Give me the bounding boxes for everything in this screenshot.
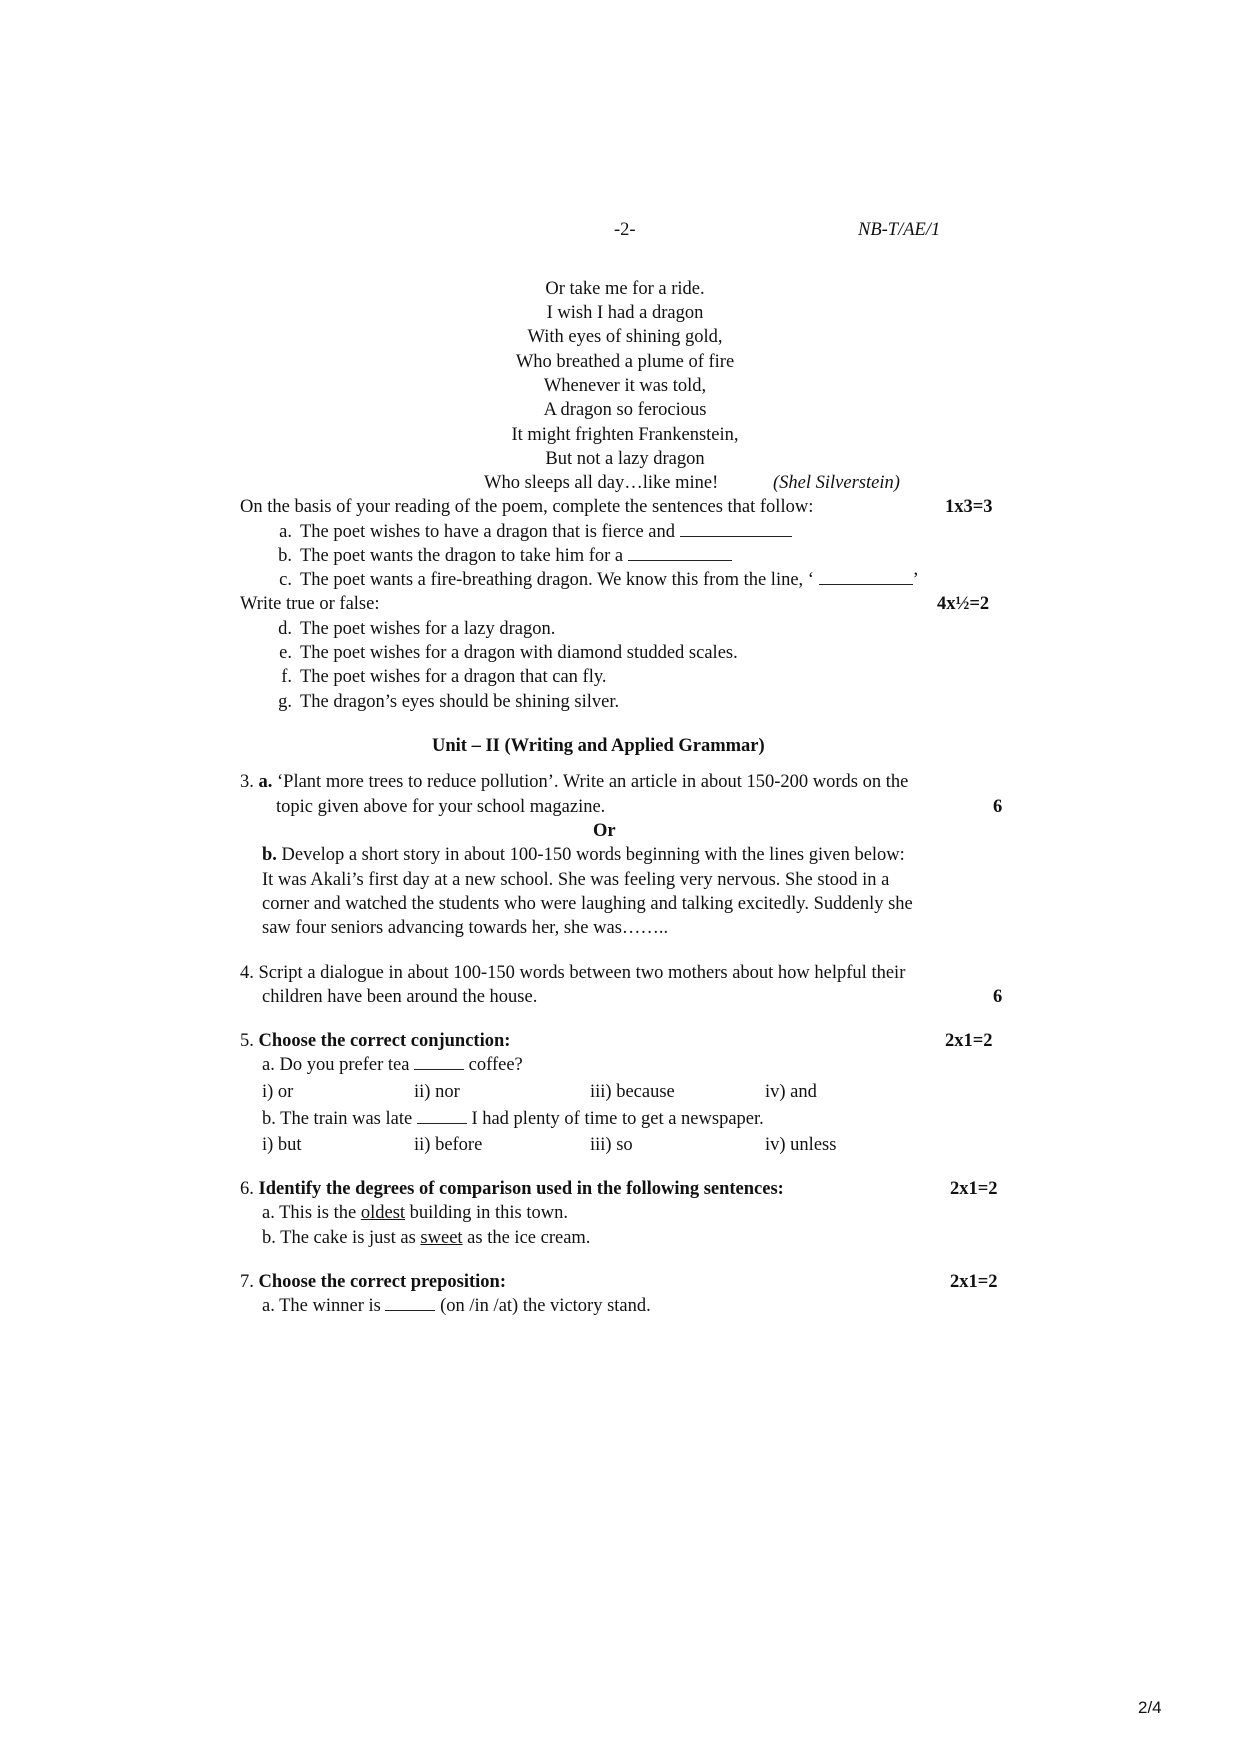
q5-title [240, 1029, 510, 1053]
page-counter: 2/4 [1138, 1698, 1162, 1717]
poem-line: Who breathed a plume of fire [515, 352, 735, 372]
q6-a-sentence [262, 1201, 568, 1225]
sentence-start: b. The train was late [262, 1109, 413, 1129]
q3-or: Or [593, 821, 616, 841]
q5-b-sentence [262, 1107, 764, 1131]
q3-b-line3: corner and watched the students who were laughing and talking excitedly. Suddenly she [262, 894, 913, 914]
q3-b-line1 [262, 843, 905, 867]
q4-line2: children have been around the house. [262, 987, 538, 1007]
q5-b-option[interactable]: iv) unless [765, 1135, 837, 1155]
poem-line: A dragon so ferocious [543, 400, 707, 420]
item-text: The poet wishes to have a dragon that is fierce and [300, 522, 676, 542]
item-label: e. [279, 643, 292, 663]
question-number: 7. [240, 1272, 254, 1292]
q3-b-line2: It was Akali’s first day at a new school. She was feeling very nervous. She stood in a [262, 870, 890, 890]
q4-marks: 6 [993, 987, 1003, 1007]
answer-blank[interactable] [680, 520, 792, 537]
sentence-start: b. The cake is just as [262, 1228, 416, 1248]
closing-quote: ’ [912, 570, 919, 590]
q3-a-line1 [240, 770, 908, 794]
q5-b-option[interactable]: i) but [262, 1135, 302, 1155]
q6-b-sentence [262, 1226, 590, 1250]
unit-heading: Unit – II (Writing and Applied Grammar) [432, 736, 765, 756]
answer-blank[interactable] [414, 1053, 464, 1070]
q5-b-option[interactable]: ii) before [414, 1135, 483, 1155]
q5-a-option[interactable]: ii) nor [414, 1082, 460, 1102]
poem-line: With eyes of shining gold, [527, 327, 723, 347]
item-label: g. [278, 692, 292, 712]
answer-blank[interactable] [628, 544, 732, 561]
question-number: 6. [240, 1179, 254, 1199]
underlined-word: oldest [360, 1203, 406, 1223]
poem-line: But not a lazy dragon [545, 449, 705, 469]
poem-line: Who sleeps all day…like mine! [484, 473, 719, 493]
sentence-start: a. This is the [262, 1203, 357, 1223]
item-text: The poet wishes for a lazy dragon. [300, 619, 556, 639]
q4-line1: 4. Script a dialogue in about 100-150 words between two mothers about how helpful their [240, 963, 906, 983]
page-number: -2- [614, 220, 636, 240]
sentence-end: building in this town. [409, 1203, 568, 1223]
q5-marks: 2x1=2 [945, 1031, 993, 1051]
item-label: c. [279, 570, 292, 590]
q5-title-text: Choose the correct conjunction: [258, 1031, 511, 1051]
option-label: a. [258, 772, 273, 792]
underlined-word: sweet [420, 1228, 463, 1248]
poem-author: (Shel Silverstein) [773, 473, 900, 493]
sentence-end: as the ice cream. [467, 1228, 591, 1248]
poem-line: I wish I had a dragon [546, 303, 704, 323]
q7-a-sentence [262, 1294, 651, 1318]
q6-title-text: Identify the degrees of comparison used in the following sentences: [258, 1179, 784, 1199]
q7-marks: 2x1=2 [950, 1272, 998, 1292]
q6-title [240, 1177, 784, 1201]
q3-b-text: Develop a short story in about 100-150 words beginning with the lines given below: [281, 845, 905, 865]
truefalse-instruction: Write true or false: [240, 594, 380, 614]
q7-title-text: Choose the correct preposition: [258, 1272, 506, 1292]
complete-instruction: On the basis of your reading of the poem, complete the sentences that follow: [240, 497, 814, 517]
q3-marks: 6 [993, 797, 1003, 817]
item-label: d. [278, 619, 292, 639]
q6-marks: 2x1=2 [950, 1179, 998, 1199]
question-number: 5. [240, 1031, 254, 1051]
q5-a-option[interactable]: iv) and [765, 1082, 817, 1102]
truefalse-item-g [262, 690, 619, 714]
poem-line: Whenever it was told, [543, 376, 707, 396]
q7-title [240, 1270, 506, 1294]
complete-marks: 1x3=3 [945, 497, 993, 517]
q5-a-option[interactable]: i) or [262, 1082, 294, 1102]
answer-blank[interactable] [385, 1294, 435, 1311]
complete-item-a [262, 520, 792, 544]
q3-b-line4: saw four seniors advancing towards her, she was…….. [262, 918, 669, 938]
q3-a-line2: topic given above for your school magazine. [276, 797, 606, 817]
paper-code: NB-T/AE/1 [858, 220, 941, 240]
item-text: The dragon’s eyes should be shining silver. [300, 692, 620, 712]
poem-line: It might frighten Frankenstein, [511, 425, 739, 445]
item-text: The poet wishes for a dragon with diamond studded scales. [300, 643, 738, 663]
question-number: 3. [240, 772, 254, 792]
complete-item-b [262, 544, 732, 568]
sentence-end: (on /in /at) the victory stand. [440, 1296, 651, 1316]
item-label: f. [281, 667, 292, 687]
item-text: The poet wishes for a dragon that can fly. [300, 667, 607, 687]
truefalse-item-f [262, 665, 607, 689]
truefalse-item-e [262, 641, 738, 665]
option-label: b. [262, 845, 277, 865]
answer-blank[interactable] [819, 568, 913, 585]
item-label: a. [279, 522, 292, 542]
item-text: The poet wants a fire-breathing dragon. We know this from the line, ‘ [300, 570, 814, 590]
sentence-end: coffee? [468, 1055, 523, 1075]
truefalse-item-d [262, 617, 555, 641]
poem-line: Or take me for a ride. [545, 279, 705, 299]
truefalse-marks: 4x½=2 [937, 594, 990, 614]
item-text: The poet wants the dragon to take him for a [300, 546, 624, 566]
q5-a-sentence [262, 1053, 523, 1077]
sentence-start: a. Do you prefer tea [262, 1055, 410, 1075]
item-label: b. [278, 546, 292, 566]
sentence-start: a. The winner is [262, 1296, 381, 1316]
q5-b-option[interactable]: iii) so [590, 1135, 633, 1155]
q3-a-text: ‘Plant more trees to reduce pollution’. Write an article in about 150-200 words on the [277, 772, 909, 792]
complete-item-c [262, 568, 919, 592]
answer-blank[interactable] [417, 1107, 467, 1124]
sentence-end: I had plenty of time to get a newspaper. [471, 1109, 764, 1129]
q5-a-option[interactable]: iii) because [590, 1082, 675, 1102]
